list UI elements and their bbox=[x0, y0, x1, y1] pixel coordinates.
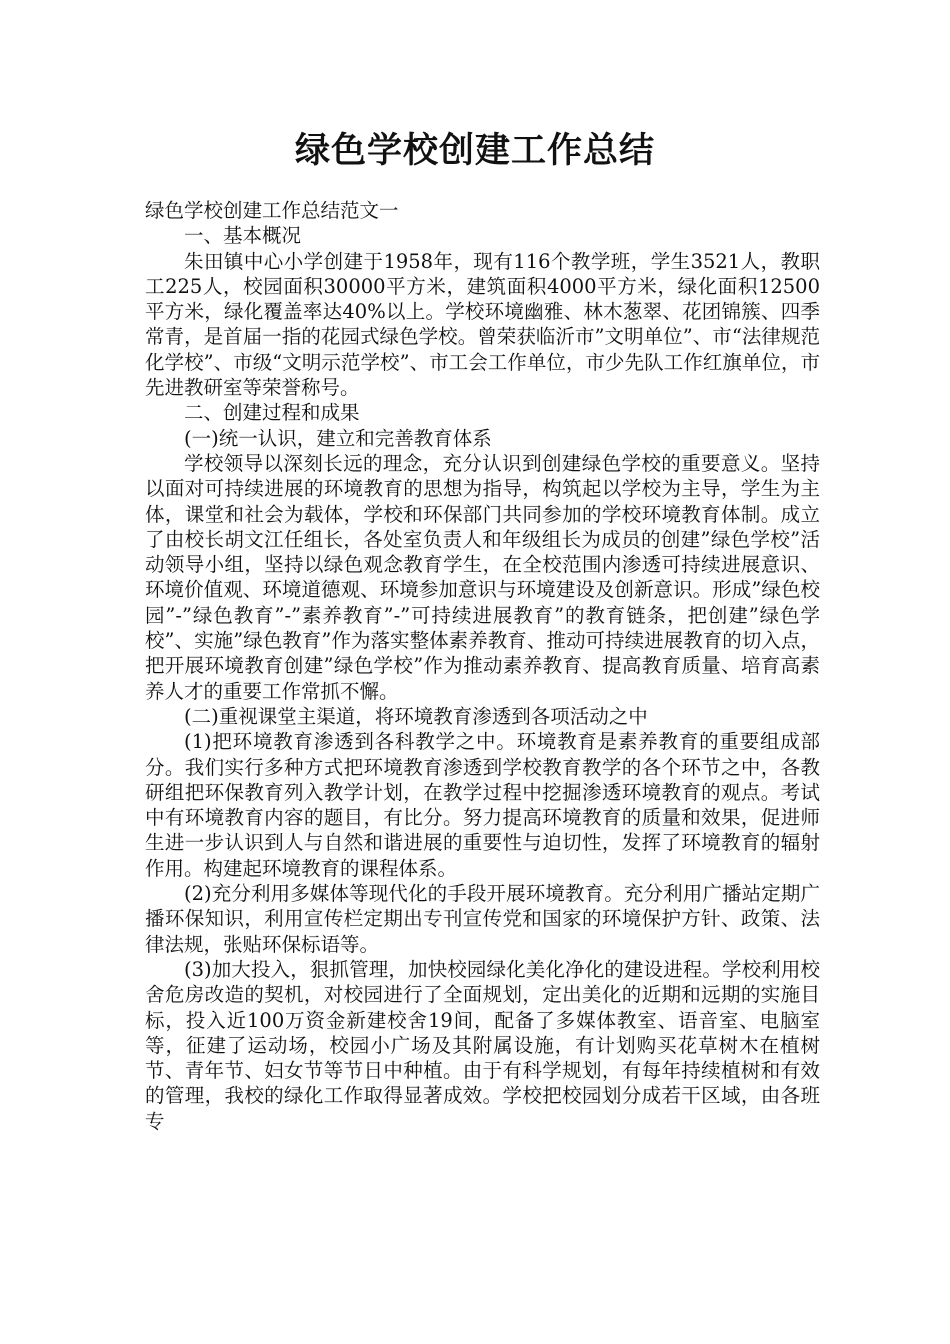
paragraph-leadership: 学校领导以深刻长远的理念，充分认识到创建绿色学校的重要意义。坚持以面对可持续进展的环境教育的思想为指导，构筑起以学校为主导，学生为主体，课堂和社会为载体，学校和环保部门共同参加的学校环境教育体制。成立了由校长胡文江任组长，各处室负责人和年级组长为成员的创建”绿色学校”活动领导小组，坚持以绿色观念教育学生，在全校范围内渗透可持续进展意识、环境价值观、环境道德观、环境参加意识与环境建设及创新意识。形成”绿色校园”-”绿色教育”-”素养教育”-”可持续进展教育”的教育链条，把创建”绿色学校”、实施”绿色教育”作为落实整体素养教育、推动可持续进展教育的切入点，把开展环境教育创建”绿色学校”作为推动素养教育、提高教育质量、培育高素养人才的重要工作常抓不懈。 bbox=[145, 451, 820, 703]
paragraph-item-3: (3)加大投入，狠抓管理，加快校园绿化美化净化的建设进程。学校利用校舍危房改造的契机，对校园进行了全面规划，定出美化的近期和远期的实施目标，投入近100万资金新建校舍19间，配备了多媒体教室、语音室、电脑室等，征建了运动场，校园小广场及其附属设施，有计划购买花草树木在植树节、青年节、妇女节等节日中种植。由于有科学规划，有每年持续植树和有效的管理，我校的绿化工作取得显著成效。学校把校园划分成若干区域，由各班专 bbox=[145, 957, 820, 1133]
section-heading-overview: 一、基本概况 bbox=[184, 224, 302, 248]
paragraph-item-1: (1)把环境教育渗透到各科教学之中。环境教育是素养教育的重要组成部分。我们实行多种方式把环境教育渗透到学校教育教学的各个环节之中，各教研组把环保教育列入教学计划，在教学过程中挖掘渗透环境教育的观点。考试中有环境教育内容的题目，有比分。努力提高环境教育的质量和效果，促进师生进一步认识到人与自然和谐进展的重要性与迫切性，发挥了环境教育的辐射作用。构建起环境教育的课程体系。 bbox=[145, 730, 820, 880]
document-body bbox=[145, 198, 820, 1134]
subsection-heading-1: (一)统一认识，建立和完善教育体系 bbox=[184, 426, 492, 450]
paragraph-item-2: (2)充分利用多媒体等现代化的手段开展环境教育。充分利用广播站定期广播环保知识，利用宣传栏定期出专刊宣传党和国家的环境保护方针、政策、法律法规，张贴环保标语等。 bbox=[145, 882, 820, 956]
paragraph-subtitle: 绿色学校创建工作总结范文一 bbox=[145, 199, 399, 222]
paragraph-overview: 朱田镇中心小学创建于1958年，现有116个教学班，学生3521人，教职工225人，校园面积30000平方米，建筑面积4000平方米，绿化面积12500平方米，绿化覆盖率达40%以上。学校环境幽雅、林木葱翠、花团锦簇、四季常青，是首届一指的花园式绿色学校。曾荣获临沂市”文明单位”、市“法律规范化学校”、市级“文明示范学校”、市工会工作单位，市少先队工作红旗单位，市先进教研室等荣誉称号。 bbox=[145, 249, 820, 400]
document-title: 绿色学校创建工作总结 bbox=[294, 131, 655, 171]
subsection-heading-2: (二)重视课堂主渠道，将环境教育渗透到各项活动之中 bbox=[184, 704, 648, 728]
section-heading-process: 二、创建过程和成果 bbox=[184, 401, 360, 425]
